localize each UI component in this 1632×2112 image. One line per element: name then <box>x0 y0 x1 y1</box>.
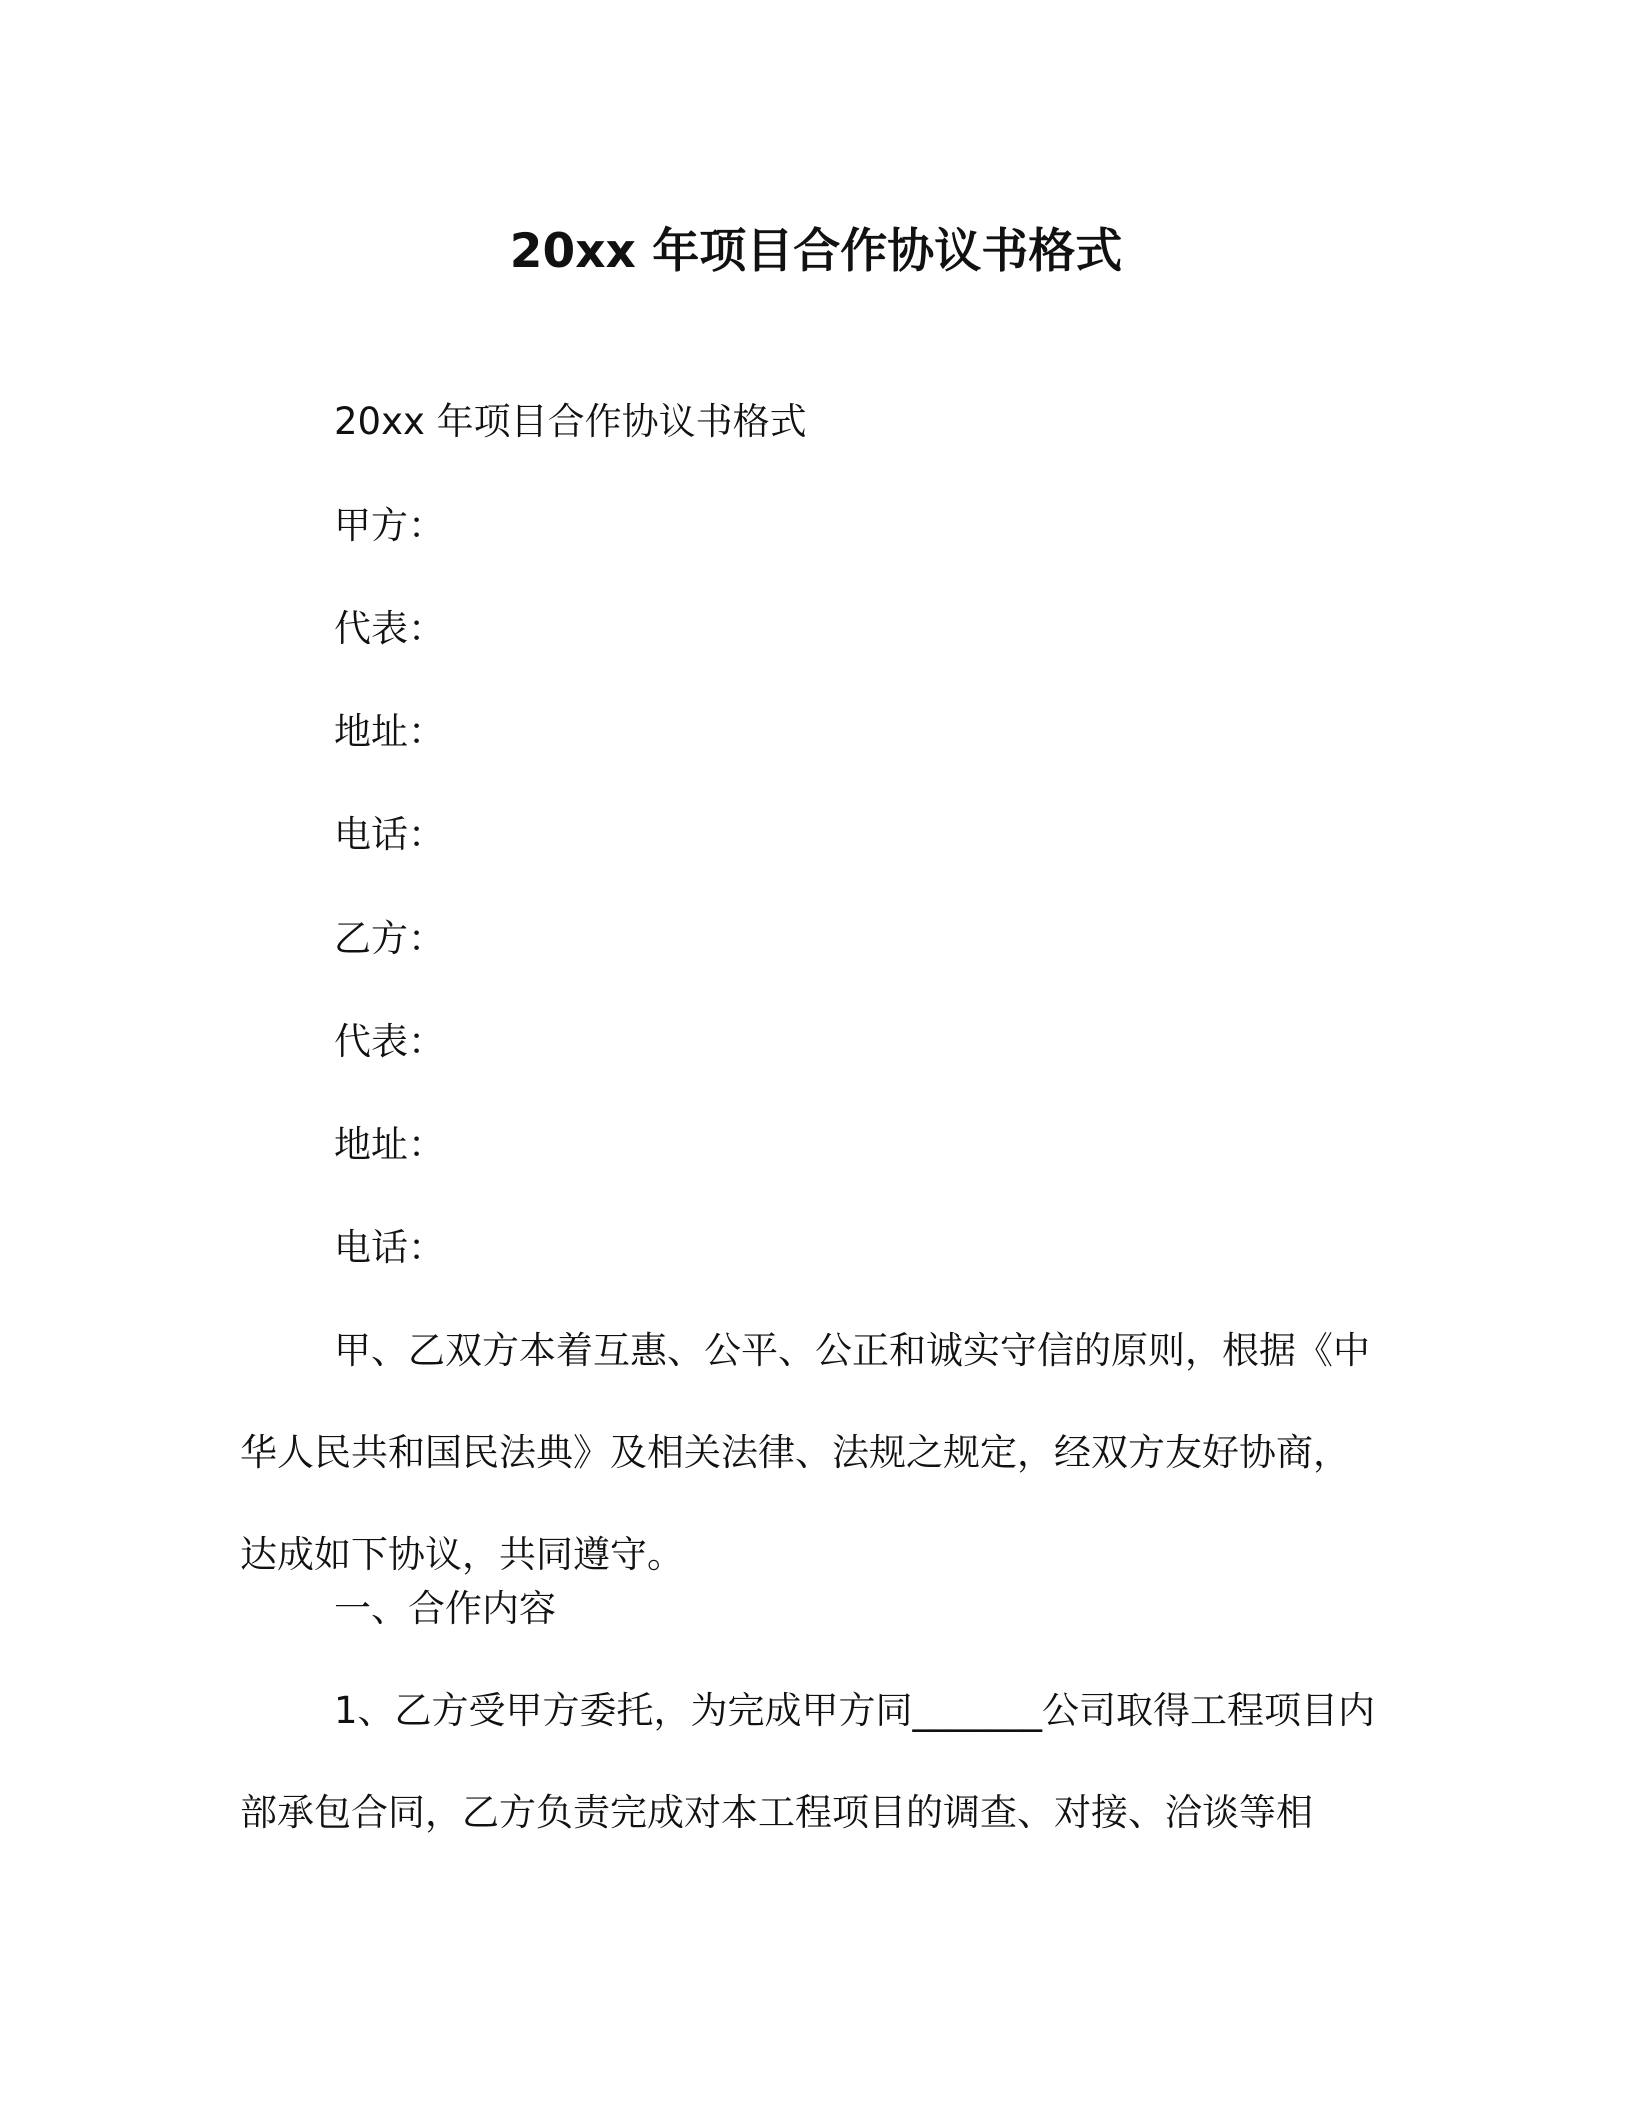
party-a-label: 甲方： <box>334 504 445 547</box>
document-title: 20xx 年项目合作协议书格式 <box>509 224 1123 279</box>
party-a-representative: 代表： <box>334 607 445 650</box>
section-heading-cooperation: 一、合作内容 <box>334 1587 556 1630</box>
document-subtitle: 20xx 年项目合作协议书格式 <box>334 400 807 443</box>
party-b-label: 乙方： <box>334 917 445 960</box>
party-a-phone: 电话： <box>334 813 445 856</box>
party-b-representative: 代表： <box>334 1020 445 1063</box>
clause-1-paragraph: 1、乙方受甲方委托，为完成甲方同_______公司取得工程项目内部承包合同，乙方负责完成对本工程项目的调查、对接、洽谈等相 <box>240 1689 1376 1834</box>
party-a-address: 地址： <box>334 710 445 753</box>
party-b-phone: 电话： <box>334 1226 445 1269</box>
party-b-address: 地址： <box>334 1123 445 1166</box>
preamble-paragraph: 甲、乙双方本着互惠、公平、公正和诚实守信的原则，根据《中华人民共和国民法典》及相关法律、法规之规定，经双方友好协商，达成如下协议，共同遵守。 <box>240 1329 1370 1576</box>
